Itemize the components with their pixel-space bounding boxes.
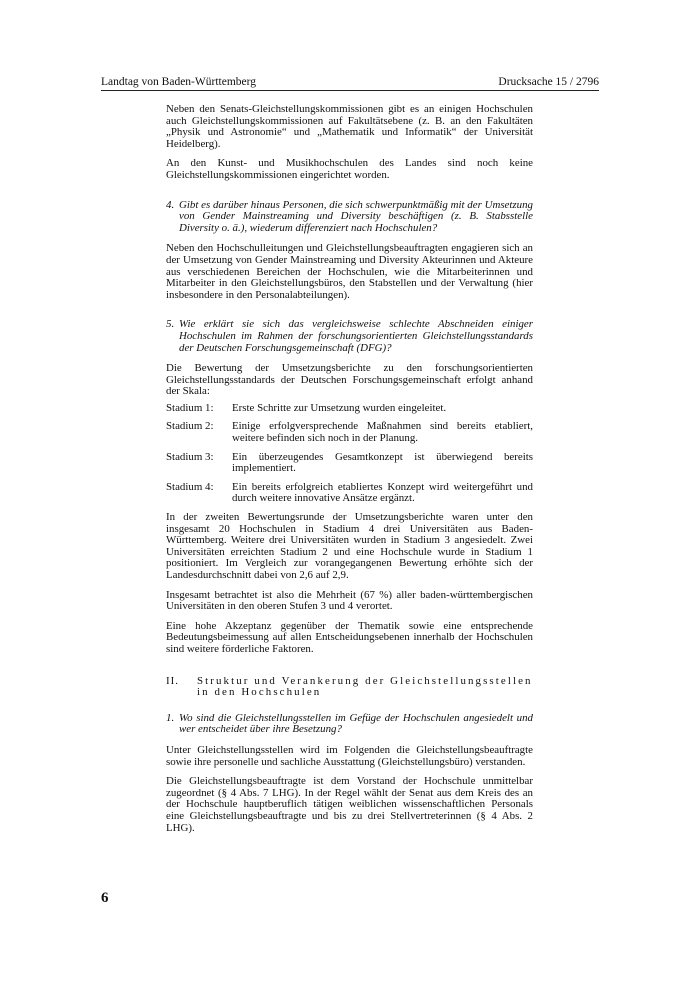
stadium-label: Stadium 1:: [166, 401, 214, 414]
paragraph: An den Kunst- und Musikhochschulen des Landes sind noch keine Gleichstellungskommissionen eingerichtet worden.: [166, 157, 533, 181]
paragraph: In der zweiten Bewertungsrunde der Umsetzungsberichte waren unter den insgesamt 20 Hochschulen in Stadium 4 drei Universitäten aus Baden-Württemberg. Weitere drei Universitäten wurden in Stadium 3 angesiedelt. Zwei Universitäten erreichten Stadium 2 und eine Hochschule wurde in Stadium 1 positioniert. Im Vergleich zur vorangegangenen Bewertung erhöhte sich der Landesdurchschnitt dabei von 2,6 auf 2,9.: [166, 511, 533, 581]
header-publisher: Landtag von Baden-Württemberg: [101, 76, 256, 88]
question-5: [166, 319, 533, 354]
question-4: [166, 200, 533, 235]
stadium-label: Stadium 4:: [166, 480, 214, 493]
paragraph: Die Gleichstellungsbeauftragte ist dem Vorstand der Hochschule unmittelbar zugeordnet (§ 4 Abs. 7 LHG). In der Regel wählt der Senat aus dem Kreis des an der Hochschule hauptberuflich tätigen weiblichen wissenschaftlichen Personals eine Gleichstellungsbeauftragte und bis zu drei Stellvertreterinnen (§ 4 Abs. 2 LHG).: [166, 775, 533, 834]
question-number: 5.: [166, 318, 175, 331]
paragraph: Neben den Senats-Gleichstellungskommissionen gibt es an einigen Hochschulen auch Gleichstellungskommissionen auf Fakultätsebene (z. B. an den Fakultäten „Physik und Astronomie“ und „Mathematik und Informatik“ der Universität Heidelberg).: [166, 103, 533, 150]
answer-4: Neben den Hochschulleitungen und Gleichstellungsbeauftragten engagieren sich an der Umsetzung von Gender Mainstreaming und Diversity Akteurinnen und Akteure aus verschiedenen Bereichen der Hochschulen, wie die Mitarbeiterinnen und Mitarbeiter in den Gleichstellungsbüros, den Stabstellen und der Verwaltung (hier insbesondere in den Personalabteilungen).: [166, 242, 533, 301]
paragraph: Unter Gleichstellungsstellen wird im Folgenden die Gleichstellungsbeauftragte sowie ihre personelle und sachliche Ausstattung (Gleichstellungsbüro) verstanden.: [166, 743, 533, 768]
question-number: 4.: [166, 198, 175, 211]
question-section2-1: [166, 713, 533, 736]
body-text: [166, 104, 533, 842]
paragraph: Eine hohe Akzeptanz gegenüber der Thematik sowie eine entsprechende Bedeutungsbeimessung auf allen Entscheidungsebenen innerhalb der Hochschulen sind weitere förderliche Faktoren.: [166, 619, 533, 655]
stadium-text: Ein bereits erfolgreich etabliertes Konzept wird weitergeführt und durch weitere innovative Ansätze ergänzt.: [232, 480, 533, 505]
question-text: Gibt es darüber hinaus Personen, die sich schwerpunktmäßig mit der Umsetzung von Gender Mainstreaming und Diversity beschäftigen (z. B. Stabsstelle Diversity o. ä.), wiederum differenziert nach Hochschulen?: [179, 198, 533, 234]
section-heading: [166, 676, 533, 699]
section-number: II.: [166, 674, 179, 687]
header-document-number: Drucksache 15 / 2796: [498, 76, 599, 88]
paragraph: Insgesamt betrachtet ist also die Mehrheit (67 %) aller baden-württembergischen Universitäten in den oberen Stufen 3 und 4 verortet.: [166, 588, 533, 613]
stadium-label: Stadium 2:: [166, 420, 214, 433]
stadium-item: [166, 452, 533, 475]
section-title: Struktur und Verankerung der Gleichstellungsstellen in den Hochschulen: [197, 674, 533, 699]
question-number: 1.: [166, 711, 175, 724]
question-text: Wo sind die Gleichstellungsstellen im Gefüge der Hochschulen angesiedelt und wer entscheidet über ihre Besetzung?: [179, 711, 533, 736]
question-text: Wie erklärt sie sich das vergleichsweise schlechte Abschneiden einiger Hochschulen im Rahmen der forschungsorientierten Gleichstellungsstandards der Deutschen Forschungsgemeinschaft (DFG)?: [179, 318, 533, 354]
stadium-label: Stadium 3:: [166, 450, 214, 463]
answer-5-intro: Die Bewertung der Umsetzungsberichte zu den forschungsorientierten Gleichstellungsstandards der Deutschen Forschungsgemeinschaft erfolgt anhand der Skala:: [166, 362, 533, 398]
stadium-text: Ein überzeugendes Gesamtkonzept ist überwiegend bereits implementiert.: [232, 450, 533, 475]
stadium-text: Einige erfolgversprechende Maßnahmen sind bereits etabliert, weitere befinden sich noch in der Planung.: [232, 420, 533, 445]
running-header: [101, 70, 599, 91]
page-number: 6: [101, 890, 109, 906]
stadium-text: Erste Schritte zur Umsetzung wurden eingeleitet.: [232, 401, 447, 414]
stadium-item: [166, 482, 533, 505]
stadium-item: [166, 403, 533, 415]
stadium-item: [166, 421, 533, 444]
